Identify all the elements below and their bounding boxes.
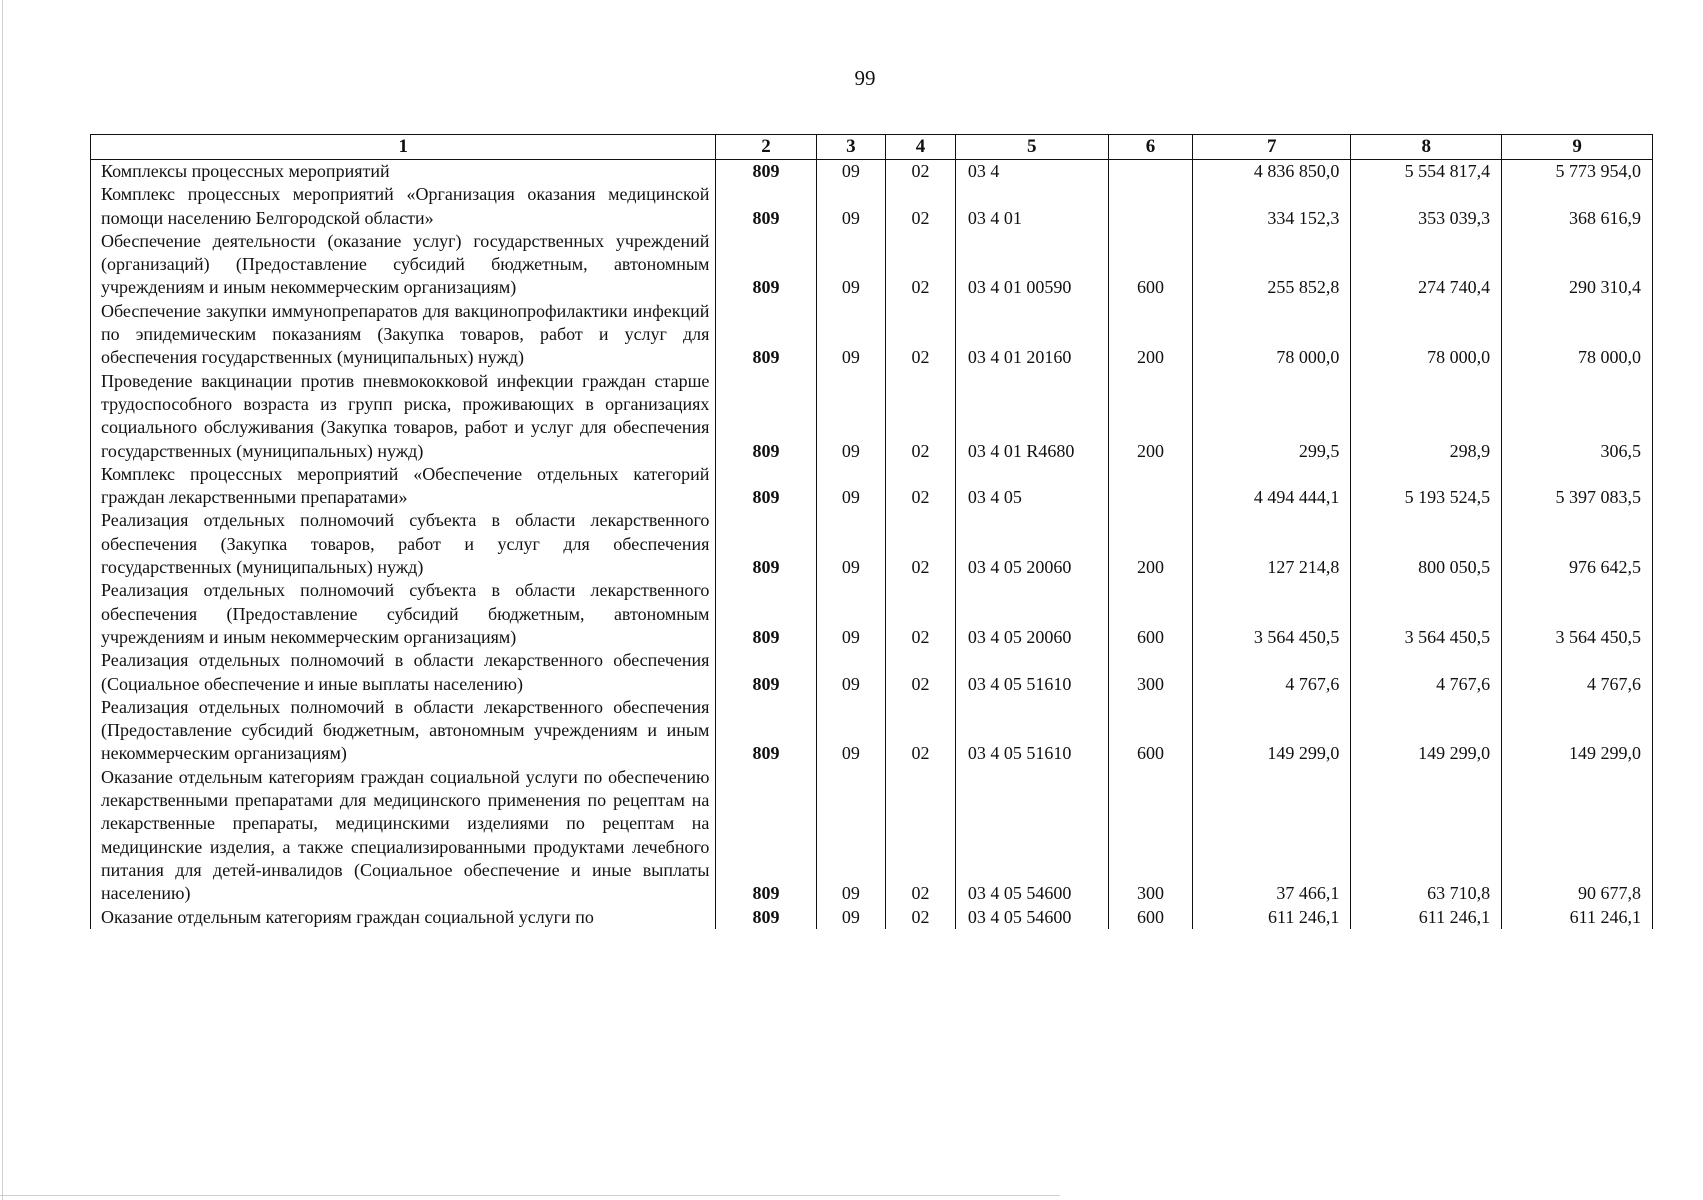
row-amount-col7: 255 852,8 — [1193, 230, 1351, 300]
table-row — [91, 463, 1653, 510]
row-amount-col9: 149 299,0 — [1502, 696, 1653, 766]
row-target-article: 03 4 — [955, 160, 1108, 184]
scan-left-edge — [2, 0, 3, 1200]
row-section: 09 — [816, 579, 886, 649]
row-expense-type — [1108, 183, 1192, 230]
row-subsection: 02 — [886, 463, 956, 510]
row-amount-col9: 5 397 083,5 — [1502, 463, 1653, 510]
table-row — [91, 766, 1653, 906]
row-admin-code: 809 — [716, 509, 816, 579]
row-amount-col9: 290 310,4 — [1502, 230, 1653, 300]
row-name: Комплекс процессных мероприятий «Обеспечение отдельных категорий граждан лекарственными препаратами» — [91, 463, 716, 510]
row-section: 09 — [816, 370, 886, 463]
row-section: 09 — [816, 300, 886, 370]
row-name: Реализация отдельных полномочий субъекта в области лекарственного обеспечения (Закупка товаров, работ и услуг для обеспечения государственных (муниципальных) нужд) — [91, 509, 716, 579]
row-amount-col8: 5 554 817,4 — [1351, 160, 1502, 184]
row-name: Реализация отдельных полномочий в области лекарственного обеспечения (Предоставление субсидий бюджетным, автономным учреждениям и иным некоммерческим организациям) — [91, 696, 716, 766]
row-section: 09 — [816, 766, 886, 906]
row-amount-col7: 3 564 450,5 — [1193, 579, 1351, 649]
row-admin-code: 809 — [716, 230, 816, 300]
row-expense-type: 600 — [1108, 696, 1192, 766]
row-subsection: 02 — [886, 300, 956, 370]
row-subsection: 02 — [886, 696, 956, 766]
row-target-article: 03 4 01 — [955, 183, 1108, 230]
row-amount-col8: 149 299,0 — [1351, 696, 1502, 766]
row-amount-col9: 3 564 450,5 — [1502, 579, 1653, 649]
row-amount-col8: 3 564 450,5 — [1351, 579, 1502, 649]
row-admin-code: 809 — [716, 370, 816, 463]
row-amount-col7: 78 000,0 — [1193, 300, 1351, 370]
row-expense-type: 600 — [1108, 906, 1192, 929]
row-expense-type: 200 — [1108, 509, 1192, 579]
row-name: Проведение вакцинации против пневмококковой инфекции граждан старше трудоспособного возраста из групп риска, проживающих в организациях социального обслуживания (Закупка товаров, работ и услуг для обеспечения государственных (муниципальных) нужд) — [91, 370, 716, 463]
row-name: Комплексы процессных мероприятий — [91, 160, 716, 184]
row-subsection: 02 — [886, 509, 956, 579]
row-name: Обеспечение деятельности (оказание услуг) государственных учреждений (организаций) (Предоставление субсидий бюджетным, автономным учреждениям и иным некоммерческим организациям) — [91, 230, 716, 300]
table-row — [91, 230, 1653, 300]
row-amount-col8: 298,9 — [1351, 370, 1502, 463]
row-target-article: 03 4 01 00590 — [955, 230, 1108, 300]
row-amount-col9: 90 677,8 — [1502, 766, 1653, 906]
row-expense-type: 300 — [1108, 766, 1192, 906]
scan-bottom-line — [0, 1195, 1060, 1196]
row-name: Реализация отдельных полномочий субъекта в области лекарственного обеспечения (Предоставление субсидий бюджетным, автономным учреждениям и иным некоммерческим организациям) — [91, 579, 716, 649]
row-amount-col8: 611 246,1 — [1351, 906, 1502, 929]
row-amount-col9: 78 000,0 — [1502, 300, 1653, 370]
row-target-article: 03 4 05 51610 — [955, 696, 1108, 766]
col-header-7: 7 — [1193, 135, 1351, 160]
row-amount-col9: 5 773 954,0 — [1502, 160, 1653, 184]
row-expense-type — [1108, 160, 1192, 184]
row-admin-code: 809 — [716, 160, 816, 184]
row-expense-type: 300 — [1108, 649, 1192, 696]
row-subsection: 02 — [886, 230, 956, 300]
row-target-article: 03 4 05 51610 — [955, 649, 1108, 696]
col-header-6: 6 — [1108, 135, 1192, 160]
table-row — [91, 300, 1653, 370]
row-admin-code: 809 — [716, 183, 816, 230]
row-target-article: 03 4 05 54600 — [955, 906, 1108, 929]
row-admin-code: 809 — [716, 906, 816, 929]
row-amount-col9: 611 246,1 — [1502, 906, 1653, 929]
row-subsection: 02 — [886, 766, 956, 906]
row-amount-col8: 800 050,5 — [1351, 509, 1502, 579]
row-admin-code: 809 — [716, 766, 816, 906]
col-header-4: 4 — [886, 135, 956, 160]
budget-table — [90, 134, 1653, 929]
row-amount-col9: 368 616,9 — [1502, 183, 1653, 230]
row-amount-col8: 353 039,3 — [1351, 183, 1502, 230]
row-section: 09 — [816, 463, 886, 510]
row-admin-code: 809 — [716, 696, 816, 766]
row-amount-col7: 4 767,6 — [1193, 649, 1351, 696]
row-target-article: 03 4 05 — [955, 463, 1108, 510]
row-expense-type: 600 — [1108, 230, 1192, 300]
row-admin-code: 809 — [716, 579, 816, 649]
table-row — [91, 906, 1653, 929]
table-row — [91, 696, 1653, 766]
row-target-article: 03 4 01 R4680 — [955, 370, 1108, 463]
row-name: Реализация отдельных полномочий в области лекарственного обеспечения (Социальное обеспечение и иные выплаты населению) — [91, 649, 716, 696]
col-header-1: 1 — [91, 135, 716, 160]
table-header-row — [91, 135, 1653, 160]
row-amount-col7: 127 214,8 — [1193, 509, 1351, 579]
row-amount-col9: 306,5 — [1502, 370, 1653, 463]
row-expense-type: 200 — [1108, 370, 1192, 463]
row-admin-code: 809 — [716, 649, 816, 696]
row-name: Оказание отдельным категориям граждан социальной услуги по обеспечению лекарственными препаратами для медицинского применения по рецептам на лекарственные препараты, медицинскими изделиями по рецептам на медицинские изделия, а также специализированными продуктами лечебного питания для детей-инвалидов (Социальное обеспечение и иные выплаты населению) — [91, 766, 716, 906]
col-header-3: 3 — [816, 135, 886, 160]
page-number: 99 — [854, 66, 876, 90]
row-expense-type: 600 — [1108, 579, 1192, 649]
row-section: 09 — [816, 183, 886, 230]
row-section: 09 — [816, 160, 886, 184]
row-expense-type — [1108, 463, 1192, 510]
row-name: Оказание отдельным категориям граждан социальной услуги по — [91, 906, 716, 929]
row-section: 09 — [816, 906, 886, 929]
row-name: Обеспечение закупки иммунопрепаратов для вакцинопрофилактики инфекций по эпидемическим показаниям (Закупка товаров, работ и услуг для обеспечения государственных (муниципальных) нужд) — [91, 300, 716, 370]
row-section: 09 — [816, 230, 886, 300]
row-amount-col7: 4 836 850,0 — [1193, 160, 1351, 184]
row-expense-type: 200 — [1108, 300, 1192, 370]
row-target-article: 03 4 01 20160 — [955, 300, 1108, 370]
row-amount-col7: 37 466,1 — [1193, 766, 1351, 906]
row-amount-col9: 976 642,5 — [1502, 509, 1653, 579]
row-subsection: 02 — [886, 649, 956, 696]
row-subsection: 02 — [886, 579, 956, 649]
row-amount-col8: 274 740,4 — [1351, 230, 1502, 300]
row-target-article: 03 4 05 20060 — [955, 509, 1108, 579]
table-row — [91, 370, 1653, 463]
table-row — [91, 509, 1653, 579]
row-amount-col7: 299,5 — [1193, 370, 1351, 463]
table-row — [91, 579, 1653, 649]
row-target-article: 03 4 05 54600 — [955, 766, 1108, 906]
row-name: Комплекс процессных мероприятий «Организация оказания медицинской помощи населению Белгородской области» — [91, 183, 716, 230]
table-row — [91, 160, 1653, 184]
row-amount-col7: 334 152,3 — [1193, 183, 1351, 230]
row-subsection: 02 — [886, 183, 956, 230]
col-header-9: 9 — [1502, 135, 1653, 160]
table-row — [91, 183, 1653, 230]
row-amount-col8: 63 710,8 — [1351, 766, 1502, 906]
row-amount-col7: 4 494 444,1 — [1193, 463, 1351, 510]
row-section: 09 — [816, 696, 886, 766]
row-amount-col7: 611 246,1 — [1193, 906, 1351, 929]
col-header-8: 8 — [1351, 135, 1502, 160]
row-section: 09 — [816, 649, 886, 696]
row-admin-code: 809 — [716, 300, 816, 370]
row-amount-col9: 4 767,6 — [1502, 649, 1653, 696]
row-amount-col8: 5 193 524,5 — [1351, 463, 1502, 510]
table-body — [91, 160, 1653, 929]
row-subsection: 02 — [886, 160, 956, 184]
col-header-2: 2 — [716, 135, 816, 160]
row-amount-col8: 78 000,0 — [1351, 300, 1502, 370]
row-target-article: 03 4 05 20060 — [955, 579, 1108, 649]
row-subsection: 02 — [886, 370, 956, 463]
row-amount-col8: 4 767,6 — [1351, 649, 1502, 696]
row-subsection: 02 — [886, 906, 956, 929]
col-header-5: 5 — [955, 135, 1108, 160]
table-row — [91, 649, 1653, 696]
row-admin-code: 809 — [716, 463, 816, 510]
row-section: 09 — [816, 509, 886, 579]
row-amount-col7: 149 299,0 — [1193, 696, 1351, 766]
